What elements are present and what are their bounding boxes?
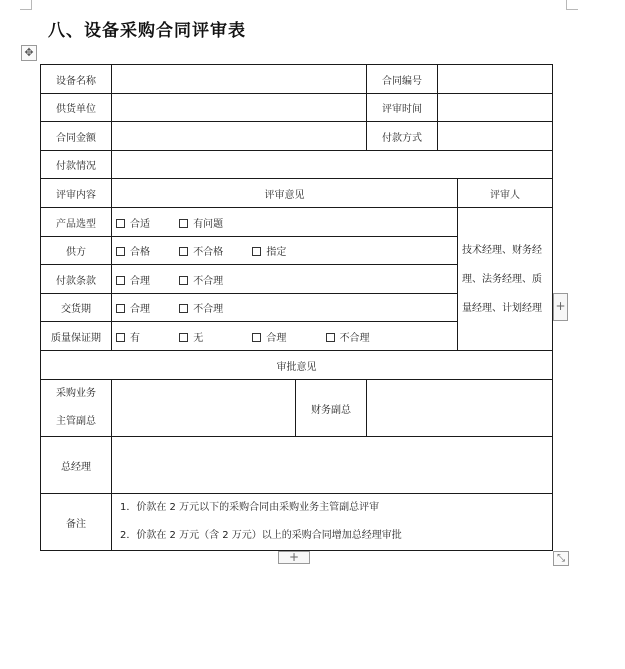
table-row: [41, 208, 553, 237]
checkbox-icon[interactable]: [179, 276, 188, 285]
purchase-vp-value[interactable]: [112, 380, 296, 437]
payment-method-label: 付款方式: [367, 122, 438, 151]
option[interactable]: 合理: [116, 272, 176, 287]
table-row: [41, 380, 553, 437]
review-time-value[interactable]: [438, 94, 553, 122]
option[interactable]: 合理: [252, 329, 322, 344]
checkbox-icon[interactable]: [179, 219, 188, 228]
option[interactable]: 无: [179, 329, 249, 344]
option[interactable]: 不合理: [326, 329, 370, 344]
table-row: [41, 122, 553, 151]
move-icon[interactable]: ✥: [21, 45, 37, 61]
table-row: [41, 494, 553, 551]
contract-amount-label: 合同金额: [41, 122, 112, 151]
checkbox-icon[interactable]: [116, 304, 125, 313]
resize-handle[interactable]: [553, 551, 569, 566]
table-row: [41, 94, 553, 122]
checkbox-icon[interactable]: [252, 247, 261, 256]
payment-status-label: 付款情况: [41, 151, 112, 179]
gm-label: 总经理: [41, 437, 112, 494]
option[interactable]: 有问题: [179, 215, 223, 230]
device-name-label: 设备名称: [41, 65, 112, 94]
review-content-header: 评审内容: [41, 179, 112, 208]
review-options: [112, 237, 458, 265]
checkbox-icon[interactable]: [252, 333, 261, 342]
option[interactable]: 不合理: [179, 272, 223, 287]
crop-mark-right-h: [566, 9, 578, 10]
checkbox-icon[interactable]: [179, 333, 188, 342]
supplier-value[interactable]: [112, 94, 367, 122]
review-opinion-header: 评审意见: [112, 179, 458, 208]
add-row-button[interactable]: [278, 551, 310, 564]
review-item-label: 付款条款: [41, 265, 112, 294]
gm-value[interactable]: [112, 437, 553, 494]
contract-no-label: 合同编号: [367, 65, 438, 94]
finance-vp-value[interactable]: [367, 380, 553, 437]
checkbox-icon[interactable]: [326, 333, 335, 342]
review-item-label: 质量保证期: [41, 322, 112, 351]
remarks-label: 备注: [41, 494, 112, 551]
payment-method-value[interactable]: [438, 122, 553, 151]
finance-vp-label: 财务副总: [296, 380, 367, 437]
reviewers-text: 技术经理、财务经理、法务经理、质量经理、计划经理: [458, 208, 553, 351]
option[interactable]: 不合格: [179, 243, 249, 258]
table-row: [41, 179, 553, 208]
device-name-value[interactable]: [112, 65, 367, 94]
option[interactable]: 有: [116, 329, 176, 344]
purchase-vp-label: 采购业务 主管副总: [41, 380, 112, 437]
page-title: 八、设备采购合同评审表: [48, 21, 246, 41]
plus-icon: +: [555, 299, 566, 313]
review-item-label: 产品选型: [41, 208, 112, 237]
review-options: [112, 265, 458, 294]
review-options: [112, 294, 458, 322]
contract-review-table: [40, 64, 553, 551]
payment-status-value[interactable]: [112, 151, 553, 179]
reviewer-header: 评审人: [458, 179, 553, 208]
option[interactable]: 不合理: [179, 300, 223, 315]
crop-mark-left-h: [20, 9, 32, 10]
note-line: 2．价款在 2 万元（含 2 万元）以上的采购合同增加总经理审批: [120, 530, 402, 541]
contract-amount-value[interactable]: [112, 122, 367, 151]
supplier-label: 供货单位: [41, 94, 112, 122]
option[interactable]: 指定: [252, 243, 286, 258]
checkbox-icon[interactable]: [116, 247, 125, 256]
table-row: [41, 437, 553, 494]
option[interactable]: 合适: [116, 215, 176, 230]
checkbox-icon[interactable]: [116, 219, 125, 228]
review-item-label: 供方: [41, 237, 112, 265]
table-row: [41, 351, 553, 380]
checkbox-icon[interactable]: [179, 247, 188, 256]
table-row: [41, 65, 553, 94]
review-item-label: 交货期: [41, 294, 112, 322]
approval-opinion-header: 审批意见: [41, 351, 553, 380]
contract-no-value[interactable]: [438, 65, 553, 94]
resize-icon: ⤡: [557, 553, 565, 564]
note-line: 1．价款在 2 万元以下的采购合同由采购业务主管副总评审: [120, 502, 380, 513]
review-options: [112, 208, 458, 237]
review-options: [112, 322, 458, 351]
checkbox-icon[interactable]: [179, 304, 188, 313]
remarks-notes: [112, 494, 553, 551]
plus-icon: +: [288, 550, 300, 564]
table-row: [41, 151, 553, 179]
checkbox-icon[interactable]: [116, 333, 125, 342]
checkbox-icon[interactable]: [116, 276, 125, 285]
option[interactable]: 合理: [116, 300, 176, 315]
add-column-button[interactable]: [553, 293, 568, 321]
review-time-label: 评审时间: [367, 94, 438, 122]
option[interactable]: 合格: [116, 243, 176, 258]
